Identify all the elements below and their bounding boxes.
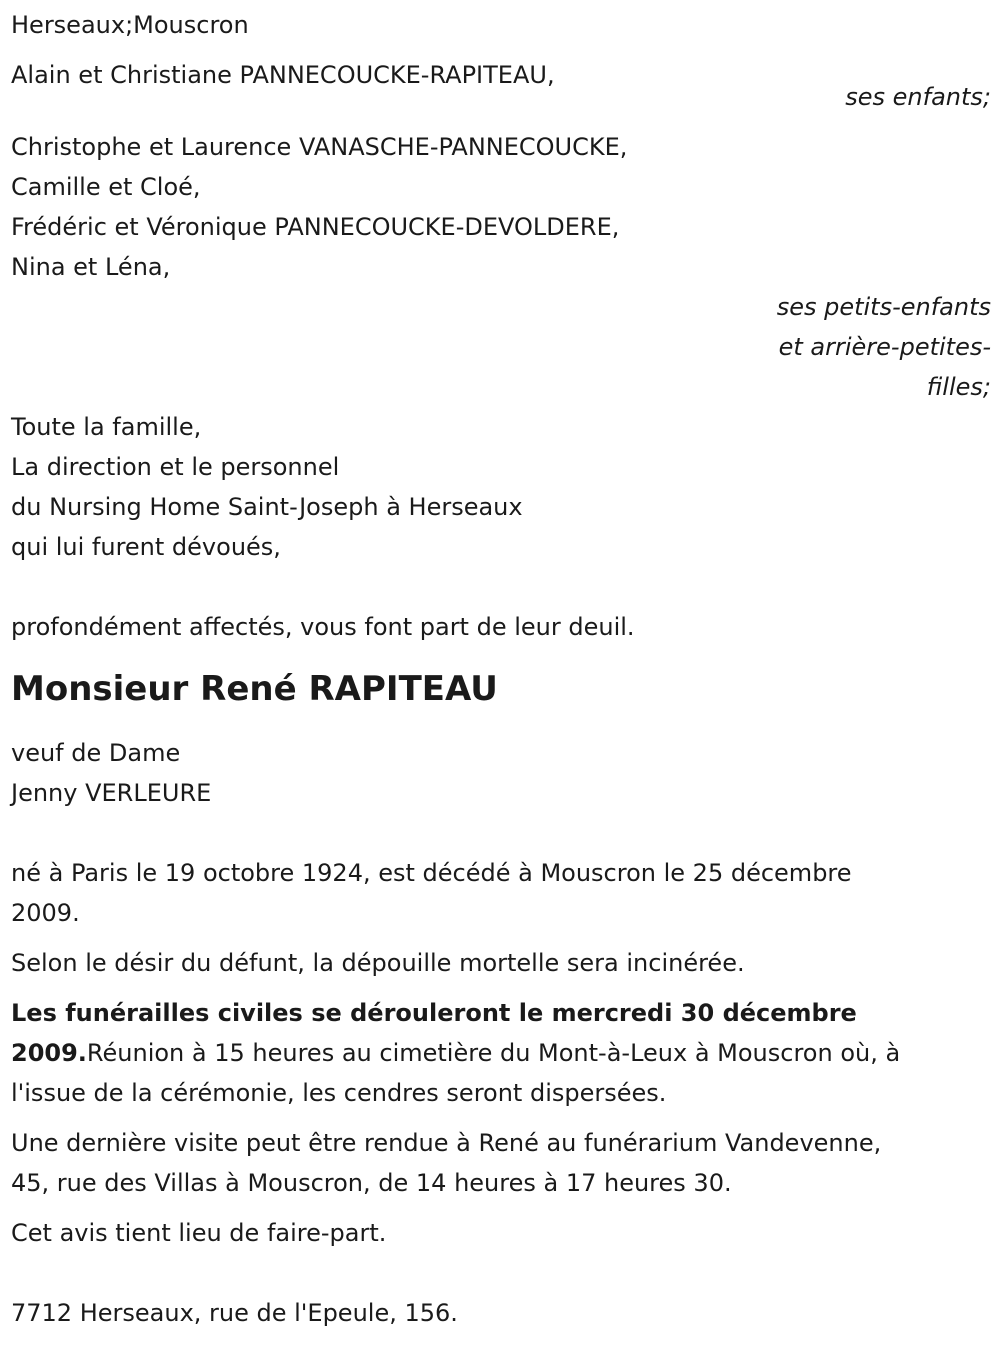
funeral-paragraph xyxy=(11,993,991,1113)
role-line: ses petits-enfants xyxy=(776,293,991,321)
paragraph-line: né à Paris le 19 octobre 1924, est décédé à Mouscron le 25 décembre xyxy=(11,859,852,887)
grandchildren-list xyxy=(11,127,991,287)
children-role: ses enfants; xyxy=(845,83,991,111)
funeral-bold-line: Les funérailles civiles se dérouleront le mercredi 30 décembre xyxy=(11,999,857,1027)
visit-paragraph xyxy=(11,1123,991,1203)
location-header: Herseaux;Mouscron xyxy=(11,11,249,39)
list-item: La direction et le personnel xyxy=(11,453,340,481)
paragraph-line: 45, rue des Villas à Mouscron, de 14 heures à 17 heures 30. xyxy=(11,1169,732,1197)
list-item: Toute la famille, xyxy=(11,413,202,441)
paragraph-line: Une dernière visite peut être rendue à René au funérarium Vandevenne, xyxy=(11,1129,882,1157)
role-line: et arrière-petites- xyxy=(778,333,991,361)
role-line: filles; xyxy=(926,373,991,401)
list-item: Camille et Cloé, xyxy=(11,173,201,201)
paragraph-line: 2009. xyxy=(11,899,80,927)
birth-death-paragraph xyxy=(11,853,991,933)
widower-line: Jenny VERLEURE xyxy=(11,779,212,807)
obituary-notice xyxy=(11,5,991,1333)
address-line: 7712 Herseaux, rue de l'Epeule, 156. xyxy=(11,1299,458,1327)
closing-line: profondément affectés, vous font part de leur deuil. xyxy=(11,613,635,641)
others-list xyxy=(11,407,991,567)
grandchildren-role xyxy=(11,287,991,407)
funeral-rest-line: Réunion à 15 heures au cimetière du Mont-à-Leux à Mouscron où, à xyxy=(86,1039,901,1067)
list-item: du Nursing Home Saint-Joseph à Herseaux xyxy=(11,493,523,521)
list-item: Frédéric et Véronique PANNECOUCKE-DEVOLDERE, xyxy=(11,213,620,241)
children-names: Alain et Christiane PANNECOUCKE-RAPITEAU, xyxy=(11,61,555,89)
widower-line: veuf de Dame xyxy=(11,739,181,767)
funeral-rest-line: l'issue de la cérémonie, les cendres seront dispersées. xyxy=(11,1079,667,1107)
list-item: qui lui furent dévoués, xyxy=(11,533,281,561)
funeral-bold-year: 2009. xyxy=(11,1039,87,1067)
cremation-wish: Selon le désir du défunt, la dépouille mortelle sera incinérée. xyxy=(11,949,745,977)
deceased-name: Monsieur René RAPITEAU xyxy=(11,669,498,709)
list-item: Christophe et Laurence VANASCHE-PANNECOUCKE, xyxy=(11,133,628,161)
widower-info xyxy=(11,733,991,813)
notice-line: Cet avis tient lieu de faire-part. xyxy=(11,1219,387,1247)
list-item: Nina et Léna, xyxy=(11,253,171,281)
